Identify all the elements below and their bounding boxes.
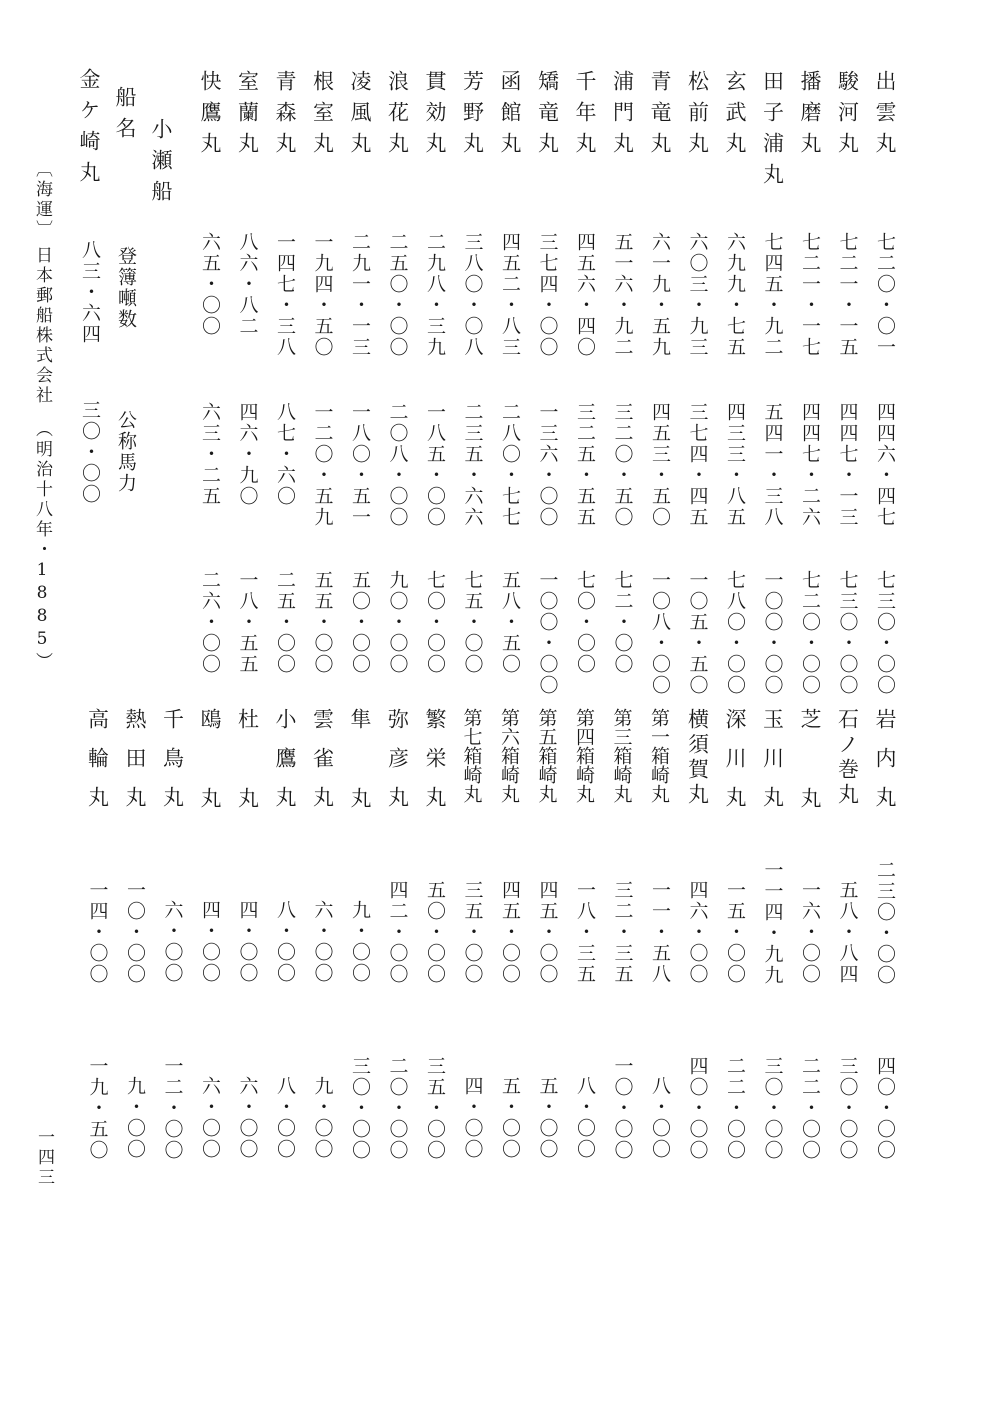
tonnage-value: 七四五・九二: [761, 232, 784, 358]
ship-name: 松前丸: [685, 70, 710, 163]
value-col2: 九・〇〇: [124, 1076, 146, 1160]
value-col2: 六・〇〇: [236, 1076, 259, 1160]
column3-value: 二五・〇〇: [274, 570, 296, 675]
header-company: 日本郵船株式会社: [32, 246, 52, 406]
ship-name: 玉川丸: [760, 708, 785, 825]
ship-name: 青森丸: [273, 70, 297, 163]
value-col1: 四五・〇〇: [499, 880, 521, 985]
heading-ship-name: 船名: [113, 86, 137, 148]
ship-name: 浪花丸: [385, 70, 410, 163]
value-col1: 五〇・〇〇: [424, 880, 446, 985]
horsepower-value: 三二〇・五〇: [611, 402, 634, 528]
ship-name: 浦門丸: [610, 70, 635, 163]
ship-name: 第四箱崎丸: [573, 708, 595, 803]
tonnage-value: 七二一・一五: [836, 232, 859, 358]
value-col2: 五・〇〇: [536, 1076, 559, 1160]
column3-value: 七三〇・〇〇: [836, 570, 859, 696]
value-col2: 三五・〇〇: [424, 1056, 446, 1161]
horsepower-value: 三七四・四五: [686, 402, 709, 528]
ship-name: 玄武丸: [723, 70, 747, 163]
value-col2: 八・〇〇: [274, 1076, 296, 1160]
ship-name: 田子浦丸: [760, 70, 785, 194]
horsepower-value: 三〇・〇〇: [79, 400, 101, 505]
column3-value: 五〇・〇〇: [349, 570, 371, 675]
horsepower-value: 三二五・五五: [574, 402, 596, 528]
horsepower-value: 一二〇・五九: [311, 402, 334, 528]
ship-name: 第六箱崎丸: [498, 708, 520, 803]
value-col1: 一一・五八: [649, 880, 671, 985]
value-col1: 一八・三五: [574, 880, 596, 985]
horsepower-value: 四六・九〇: [236, 402, 259, 507]
column3-value: 七五・〇〇: [461, 570, 484, 675]
value-col1: 六・〇〇: [311, 900, 334, 984]
horsepower-value: 一三六・〇〇: [536, 402, 559, 528]
value-col2: 六・〇〇: [199, 1076, 221, 1160]
value-col1: 一〇・〇〇: [124, 880, 146, 985]
value-col1: 一五・〇〇: [724, 880, 746, 985]
horsepower-value: 五四一・三八: [761, 402, 784, 528]
header-section: 〔海運〕: [32, 160, 52, 240]
value-col1: 六・〇〇: [161, 900, 184, 984]
column3-value: 五八・五〇: [499, 570, 521, 675]
ship-name: 金ケ崎丸: [77, 68, 101, 192]
ship-name: 繁栄丸: [423, 708, 447, 825]
ship-name: 函館丸: [498, 70, 522, 163]
column3-value: 二六・〇〇: [199, 570, 221, 675]
column3-value: 五五・〇〇: [311, 570, 334, 675]
value-col1: 三五・〇〇: [461, 880, 484, 985]
header-era: （明治十八年・1885）: [32, 420, 52, 672]
ship-name: 青竜丸: [648, 70, 672, 163]
tonnage-value: 三七四・〇〇: [536, 232, 559, 358]
horsepower-value: 二八〇・七七: [499, 402, 521, 528]
column3-value: 七二〇・〇〇: [799, 570, 821, 696]
value-col2: 二〇・〇〇: [386, 1056, 409, 1161]
horsepower-value: 四四七・二六: [799, 402, 821, 528]
ship-name: 岩内丸: [873, 708, 897, 825]
tonnage-value: 二九八・三九: [424, 232, 446, 358]
heading-horsepower: 公称馬力: [115, 410, 137, 494]
value-col2: 八・〇〇: [649, 1076, 671, 1160]
ship-name: 矯竜丸: [535, 70, 560, 163]
value-col2: 四・〇〇: [461, 1076, 484, 1160]
tonnage-value: 三八〇・〇八: [461, 232, 484, 358]
ship-name: 第五箱崎丸: [535, 708, 558, 803]
value-col2: 一〇・〇〇: [611, 1056, 634, 1161]
column3-value: 一〇八・〇〇: [649, 570, 671, 696]
heading-tonnage: 登簿噸数: [115, 246, 137, 330]
horsepower-value: 四五三・五〇: [649, 402, 671, 528]
ship-name: 貫効丸: [423, 70, 447, 163]
tonnage-value: 八三・六四: [79, 240, 101, 345]
ship-name: 小鷹丸: [273, 708, 297, 825]
value-col2: 三〇・〇〇: [349, 1056, 371, 1161]
value-col2: 五・〇〇: [499, 1076, 521, 1160]
tonnage-value: 一四七・三八: [274, 232, 296, 358]
ship-name: 杜丸: [235, 708, 260, 866]
value-col1: 四六・〇〇: [686, 880, 709, 985]
ship-name: 千鳥丸: [160, 708, 185, 825]
value-col2: 二二・〇〇: [799, 1056, 821, 1161]
ship-name: 石ノ巻丸: [835, 708, 860, 808]
value-col1: 一四・〇〇: [86, 880, 109, 985]
ship-name: 駿河丸: [835, 70, 860, 163]
column3-value: 七〇・〇〇: [574, 570, 596, 675]
column3-value: 一八・五五: [236, 570, 259, 675]
value-col2: 一九・五〇: [86, 1056, 109, 1161]
ship-name: 鴎丸: [198, 708, 222, 866]
tonnage-value: 七二〇・〇一: [874, 232, 896, 358]
tonnage-value: 六五・〇〇: [199, 232, 221, 337]
tonnage-value: 五一六・九二: [611, 232, 634, 358]
tonnage-value: 二九一・一三: [349, 232, 371, 358]
value-col2: 四〇・〇〇: [874, 1056, 896, 1161]
value-col2: 二二・〇〇: [724, 1056, 746, 1161]
value-col2: 三〇・〇〇: [836, 1056, 859, 1161]
column3-value: 一〇〇・〇〇: [761, 570, 784, 696]
tonnage-value: 四五六・四〇: [574, 232, 596, 358]
horsepower-value: 一八〇・五一: [349, 402, 371, 528]
ship-name: 第七箱崎丸: [460, 708, 483, 803]
ship-name: 凌風丸: [348, 70, 372, 163]
value-col1: 三二・三五: [611, 880, 634, 985]
horsepower-value: 二〇八・〇〇: [386, 402, 409, 528]
value-col2: 四〇・〇〇: [686, 1056, 709, 1161]
horsepower-value: 二三五・六六: [461, 402, 484, 528]
value-col1: 四五・〇〇: [536, 880, 559, 985]
value-col1: 二三〇・〇〇: [874, 860, 896, 986]
ship-name: 芳野丸: [460, 70, 485, 163]
ship-name: 熱田丸: [123, 708, 147, 825]
tonnage-value: 八六・八二: [236, 232, 259, 337]
value-col1: 四二・〇〇: [386, 880, 409, 985]
tonnage-value: 六一九・五九: [649, 232, 671, 358]
ship-name: 横須賀丸: [685, 708, 710, 808]
value-col1: 四・〇〇: [236, 900, 259, 984]
value-col2: 九・〇〇: [311, 1076, 334, 1160]
ship-name: 千年丸: [573, 70, 597, 163]
ship-name: 深川丸: [723, 708, 747, 825]
value-col1: 九・〇〇: [349, 900, 371, 984]
ship-name: 第三箱崎丸: [610, 708, 633, 803]
tonnage-value: 二五〇・〇〇: [386, 232, 409, 358]
ship-name: 根室丸: [310, 70, 335, 163]
tonnage-value: 一九四・五〇: [311, 232, 334, 358]
ship-name: 雲雀丸: [310, 708, 335, 825]
value-col2: 八・〇〇: [574, 1076, 596, 1160]
horsepower-value: 六三・二五: [199, 402, 221, 507]
ship-name: 出雲丸: [873, 70, 897, 163]
page-number: 一四三: [34, 1128, 54, 1188]
column3-value: 九〇・〇〇: [386, 570, 409, 675]
ship-name: 播磨丸: [798, 70, 822, 163]
ship-name: 第一箱崎丸: [648, 708, 670, 803]
value-col2: 一二・〇〇: [161, 1056, 184, 1161]
ship-name: 弥彦丸: [385, 708, 410, 825]
tonnage-value: 七二一・一七: [799, 232, 821, 358]
value-col1: 五八・八四: [836, 880, 859, 985]
column3-value: 七〇・〇〇: [424, 570, 446, 675]
value-col1: 四・〇〇: [199, 900, 221, 984]
horsepower-value: 四四七・一三: [836, 402, 859, 528]
ship-name: 快鷹丸: [198, 70, 222, 163]
ship-name: 室蘭丸: [235, 70, 260, 163]
column3-value: 一〇五・五〇: [686, 570, 709, 696]
tonnage-value: 六〇三・九三: [686, 232, 709, 358]
tonnage-value: 四五二・八三: [499, 232, 521, 358]
tonnage-value: 六九九・七五: [724, 232, 746, 358]
ship-name: 隼丸: [348, 708, 372, 866]
horsepower-value: 一八五・〇〇: [424, 402, 446, 528]
ship-name: 高輪丸: [85, 708, 110, 825]
value-col1: 一六・〇〇: [799, 880, 821, 985]
column3-value: 七三〇・〇〇: [874, 570, 896, 696]
column3-value: 一〇〇・〇〇: [536, 570, 559, 696]
section-label: 小瀬船: [149, 118, 173, 211]
value-col2: 三〇・〇〇: [761, 1056, 784, 1161]
horsepower-value: 四三三・八五: [724, 402, 746, 528]
column3-value: 七八〇・〇〇: [724, 570, 746, 696]
column3-value: 七二・〇〇: [611, 570, 634, 675]
value-col1: 一一四・九九: [761, 860, 784, 986]
horsepower-value: 八七・六〇: [274, 402, 296, 507]
horsepower-value: 四四六・四七: [874, 402, 896, 528]
value-col1: 八・〇〇: [274, 900, 296, 984]
ship-name: 芝丸: [798, 708, 822, 866]
